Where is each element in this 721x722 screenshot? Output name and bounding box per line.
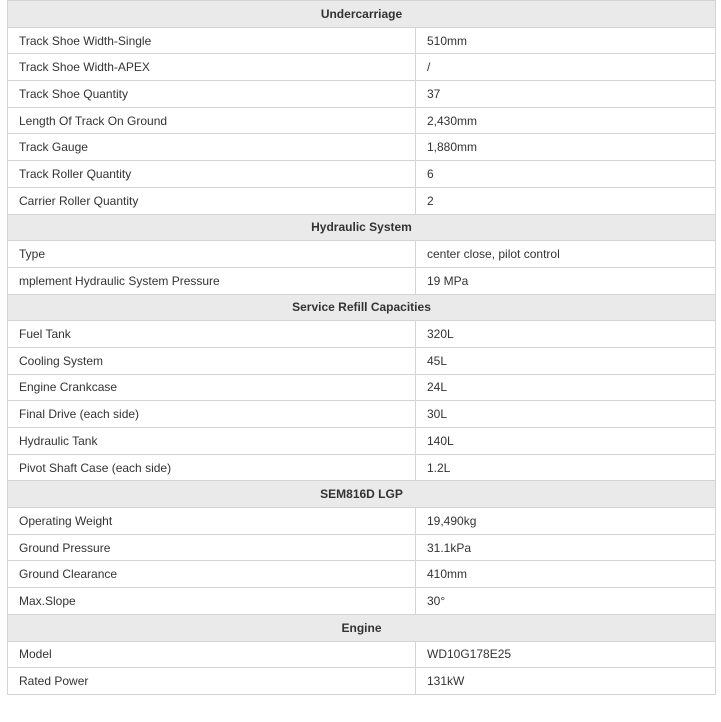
spec-label: Track Roller Quantity <box>8 161 416 188</box>
spec-label: Fuel Tank <box>8 321 416 348</box>
section-title: Engine <box>8 614 716 641</box>
table-row <box>8 534 716 561</box>
section-header-service-refill-capacities <box>8 294 716 321</box>
spec-label: Cooling System <box>8 347 416 374</box>
table-row <box>8 428 716 455</box>
spec-value: 30° <box>416 588 716 615</box>
spec-value: 410mm <box>416 561 716 588</box>
spec-label: Length Of Track On Ground <box>8 107 416 134</box>
table-row <box>8 321 716 348</box>
spec-value: / <box>416 54 716 81</box>
spec-label: Model <box>8 641 416 668</box>
spec-value: WD10G178E25 <box>416 641 716 668</box>
table-row <box>8 134 716 161</box>
section-header-undercarriage <box>8 1 716 28</box>
table-row <box>8 27 716 54</box>
spec-table <box>7 0 716 695</box>
table-row <box>8 347 716 374</box>
section-header-sem816d-lgp <box>8 481 716 508</box>
table-row <box>8 161 716 188</box>
table-row <box>8 561 716 588</box>
spec-label: Max.Slope <box>8 588 416 615</box>
spec-label: Final Drive (each side) <box>8 401 416 428</box>
spec-label: Track Shoe Width-APEX <box>8 54 416 81</box>
spec-value: 320L <box>416 321 716 348</box>
table-row <box>8 241 716 268</box>
table-row <box>8 454 716 481</box>
spec-label: Operating Weight <box>8 508 416 535</box>
spec-label: Rated Power <box>8 668 416 695</box>
spec-value: 2,430mm <box>416 107 716 134</box>
section-header-engine <box>8 614 716 641</box>
spec-value: 45L <box>416 347 716 374</box>
table-row <box>8 107 716 134</box>
table-row <box>8 54 716 81</box>
section-title: Undercarriage <box>8 1 716 28</box>
spec-value: 140L <box>416 428 716 455</box>
spec-label: Engine Crankcase <box>8 374 416 401</box>
spec-label: Pivot Shaft Case (each side) <box>8 454 416 481</box>
spec-label: Type <box>8 241 416 268</box>
spec-label: Track Gauge <box>8 134 416 161</box>
table-row <box>8 267 716 294</box>
spec-label: Hydraulic Tank <box>8 428 416 455</box>
spec-value: 1,880mm <box>416 134 716 161</box>
spec-value: 6 <box>416 161 716 188</box>
spec-value: 19,490kg <box>416 508 716 535</box>
spec-label: mplement Hydraulic System Pressure <box>8 267 416 294</box>
spec-value: 31.1kPa <box>416 534 716 561</box>
table-row <box>8 374 716 401</box>
section-header-hydraulic-system <box>8 214 716 241</box>
table-row <box>8 668 716 695</box>
section-title: Hydraulic System <box>8 214 716 241</box>
table-row <box>8 401 716 428</box>
spec-label: Ground Clearance <box>8 561 416 588</box>
section-title: SEM816D LGP <box>8 481 716 508</box>
spec-value: 24L <box>416 374 716 401</box>
table-row <box>8 508 716 535</box>
spec-label: Track Shoe Width-Single <box>8 27 416 54</box>
table-row <box>8 81 716 108</box>
spec-value: 131kW <box>416 668 716 695</box>
spec-label: Ground Pressure <box>8 534 416 561</box>
spec-value: 37 <box>416 81 716 108</box>
table-row <box>8 588 716 615</box>
spec-value: 1.2L <box>416 454 716 481</box>
spec-label: Track Shoe Quantity <box>8 81 416 108</box>
spec-label: Carrier Roller Quantity <box>8 187 416 214</box>
spec-value: 19 MPa <box>416 267 716 294</box>
table-row <box>8 187 716 214</box>
spec-value: 30L <box>416 401 716 428</box>
spec-value: 2 <box>416 187 716 214</box>
section-title: Service Refill Capacities <box>8 294 716 321</box>
spec-value: 510mm <box>416 27 716 54</box>
spec-value: center close, pilot control <box>416 241 716 268</box>
table-row <box>8 641 716 668</box>
